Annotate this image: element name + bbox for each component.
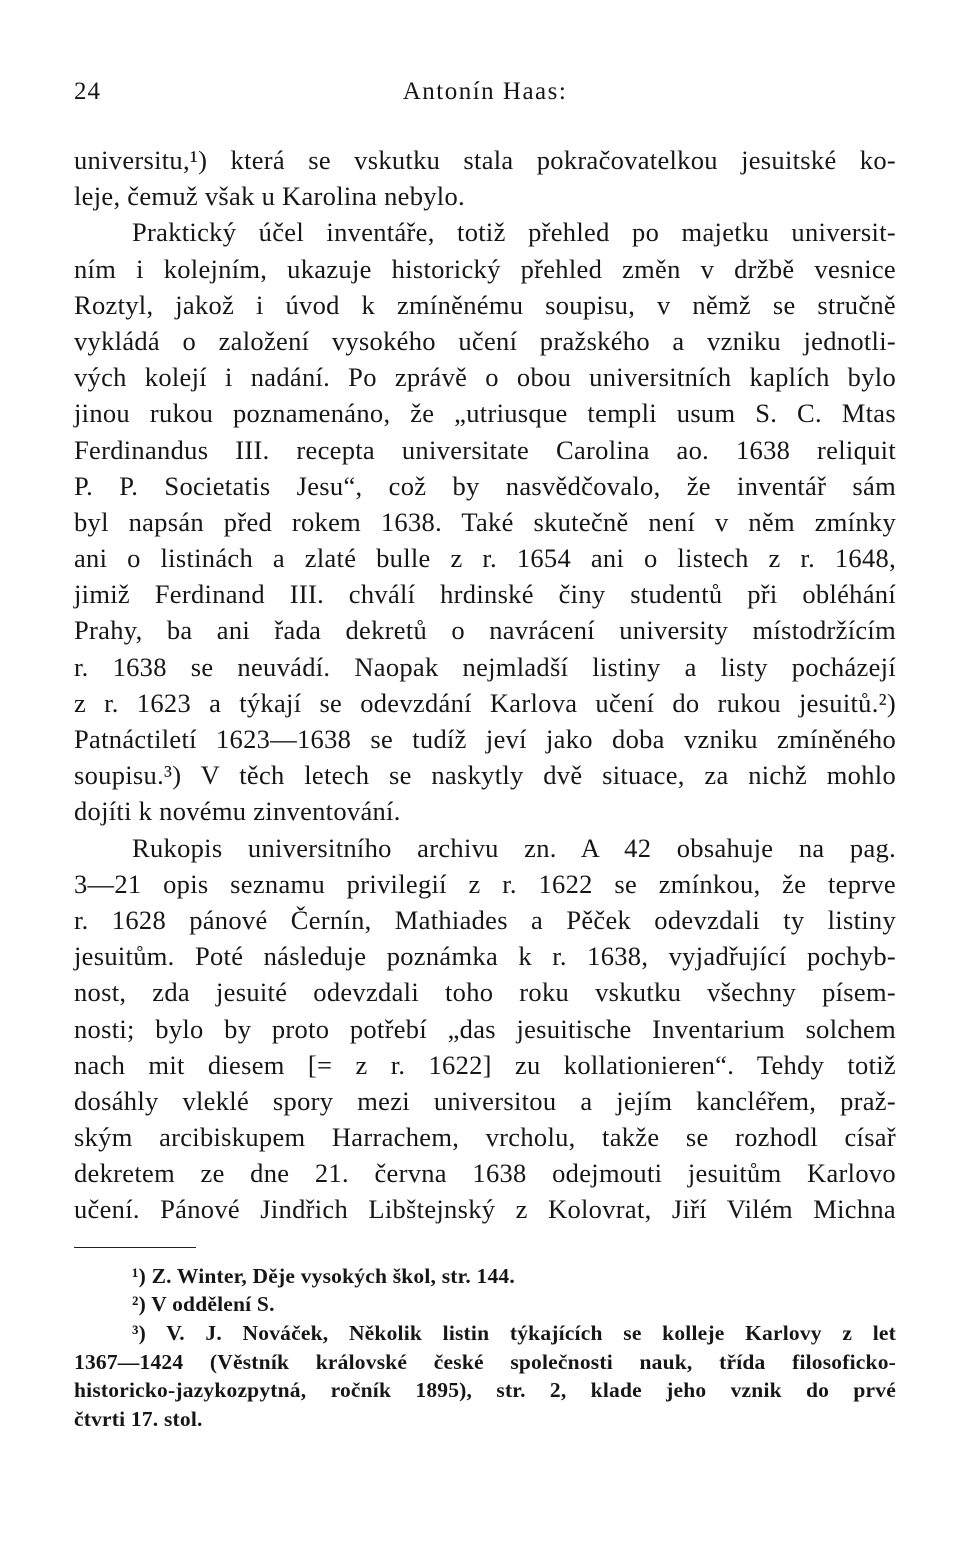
book-page [74, 78, 896, 1434]
body-line: universitu,¹) která se vskutku stala pokračovatelkou jesuitské ko- [74, 145, 896, 175]
body-line: r. 1628 pánové Černín, Mathiades a Pěček odevzdali ty listiny [74, 904, 896, 935]
body-line: r. 1638 se neuvádí. Naopak nejmladší listiny a listy pocházejí [74, 651, 896, 682]
body-line: nost, zda jesuité odevzdali toho roku vskutku všechny písem- [74, 977, 896, 1008]
body-line: jesuitům. Poté následuje poznámka k r. 1638, vyjadřující pochyb- [74, 941, 896, 972]
body-line: byl napsán před rokem 1638. Také skutečně není v něm zmínky [74, 506, 896, 537]
body-line: vykládá o založení vysokého učení pražského a vzniku jednotli- [74, 325, 896, 356]
footnote-3-continued: historicko-jazykozpytná, ročník 1895), str. 2, klade jeho vznik do prvé [74, 1378, 896, 1403]
body-line: nach mit diesem [= z r. 1622] zu kollationieren“. Tehdy totiž [74, 1049, 896, 1080]
running-head [74, 78, 896, 114]
body-line: jinou rukou poznamenáno, že „utriusque templi usum S. C. Mtas [74, 398, 896, 429]
body-line: Patnáctiletí 1623—1638 se tudíž jeví jako doba vzniku zmíněného [74, 724, 896, 754]
body-line: leje, čemuž však u Karolina nebylo. [74, 181, 465, 212]
footnote-2: ²) V oddělení S. [132, 1292, 275, 1317]
footnotes [74, 1262, 896, 1434]
footnote-3-continued: 1367—1424 (Věstník královské české společnosti nauk, třída filosoficko- [74, 1349, 896, 1374]
body-line: Rukopis universitního archivu zn. A 42 obsahuje na pag. [132, 832, 896, 863]
body-line: vých kolejí i nadání. Po zprávě o obou universitních kaplích bylo [74, 362, 896, 393]
body-line: ským arcibiskupem Harrachem, vrcholu, takže se rozhodl císař [74, 1122, 896, 1153]
body-line: Ferdinandus III. recepta universitate Carolina ao. 1638 reliquit [74, 434, 896, 465]
body-line: Praktický účel inventáře, totiž přehled po majetku universit- [132, 217, 896, 248]
body-line: ním i kolejním, ukazuje historický přehled změn v držbě vesnice [74, 253, 896, 284]
body-line: učení. Pánové Jindřich Libštejnský z Kolovrat, Jiří Vilém Michna [74, 1194, 896, 1225]
body-text [74, 142, 896, 1228]
body-line: Prahy, ba ani řada dekretů o navrácení university místodržícím [74, 615, 896, 646]
body-line: Roztyl, jakož i úvod k zmíněnému soupisu, v němž se stručně [74, 289, 896, 320]
body-line: P. P. Societatis Jesu“, což by nasvědčovalo, že inventář sám [74, 470, 896, 501]
body-line: dekretem ze dne 21. června 1638 odejmouti jesuitům Karlovo [74, 1158, 896, 1189]
page-number: 24 [74, 78, 101, 105]
body-line: nosti; bylo by proto potřebí „das jesuitische Inventarium solchem [74, 1013, 896, 1044]
body-line: ani o listinách a zlaté bulle z r. 1654 ani o listech z r. 1648, [74, 543, 896, 574]
footnote-1: ¹) Z. Winter, Děje vysokých škol, str. 144. [132, 1263, 515, 1288]
body-line: dojíti k novému zinventování. [74, 796, 401, 827]
body-line: 3—21 opis seznamu privilegií z r. 1622 se zmínkou, že teprve [74, 868, 896, 899]
body-line: jimiž Ferdinand III. chválí hrdinské činy studentů při obléhání [74, 579, 896, 610]
body-line: dosáhly vleklé spory mezi universitou a jejím kancléřem, praž- [74, 1085, 896, 1116]
running-title: Antonín Haas: [402, 78, 568, 105]
footnote-3: ³) V. J. Nováček, Několik listin týkajících se kolleje Karlovy z let [132, 1321, 896, 1345]
body-line: soupisu.³) V těch letech se naskytly dvě situace, za nichž mohlo [74, 760, 896, 791]
footnote-3-continued: čtvrti 17. stol. [74, 1407, 203, 1432]
body-line: z r. 1623 a týkají se odevzdání Karlova učení do rukou jesuitů.²) [74, 687, 896, 718]
footnote-rule [74, 1247, 196, 1248]
